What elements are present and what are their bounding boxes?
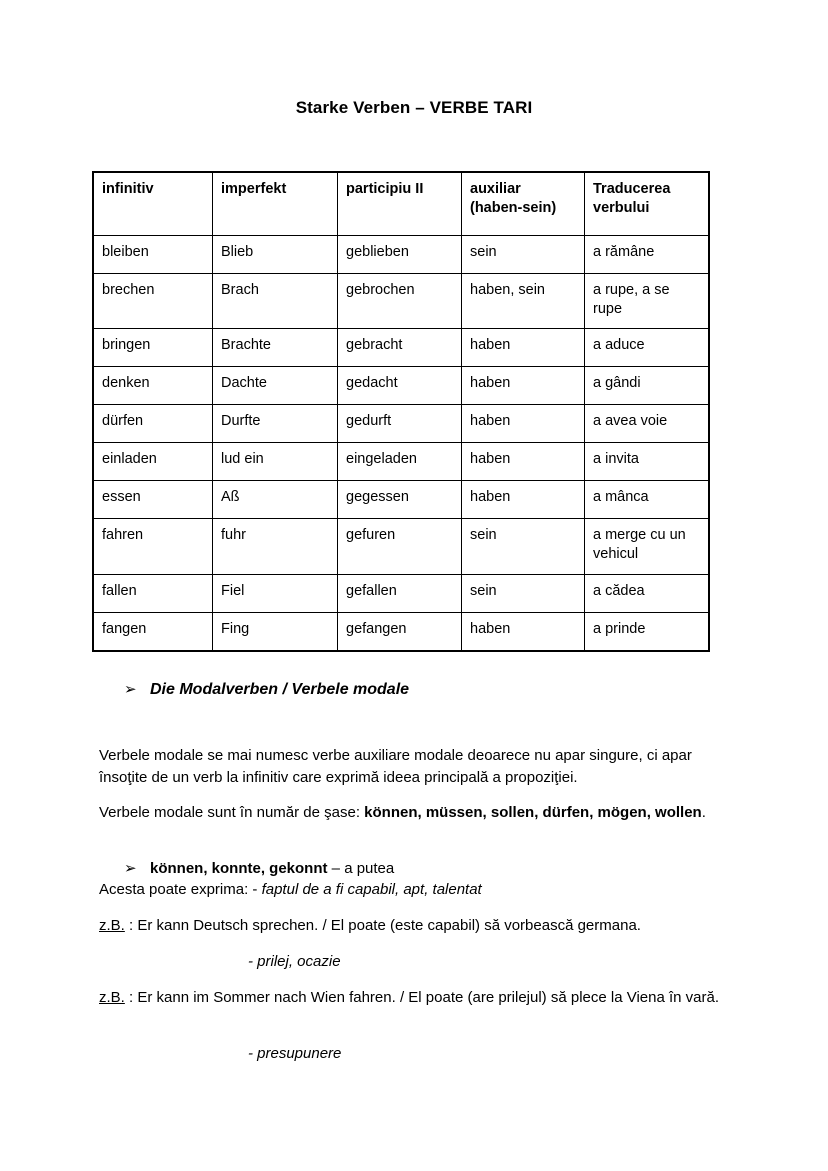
column-header-imperfekt: imperfekt [213,173,338,236]
cell-imperfekt: Fiel [213,574,338,612]
cell-traducere: a rupe, a se rupe [585,274,709,329]
strong-verbs-table [93,172,709,651]
cell-infinitiv: fangen [94,612,213,650]
paragraph-definition: Verbele modale se mai numesc verbe auxiliare modale deoarece nu apar singure, ci apar însoţite de un verb la infinitiv care exprimă ideea principală a propoziţiei. [99,747,692,786]
cell-traducere: a avea voie [585,405,709,443]
table-row [94,612,709,650]
table-row [94,274,709,329]
table-header-row [94,173,709,236]
example-sentence-1 [99,915,779,937]
cell-infinitiv: essen [94,481,213,519]
cell-traducere: a rămâne [585,236,709,274]
meaning-note-presupunere: - presupunere [248,1045,342,1062]
paragraph-modal-list [99,802,739,824]
cell-participiu: eingeladen [338,443,462,481]
konnen-translation: – a putea [327,860,395,877]
cell-traducere: a cădea [585,574,709,612]
acesta-italic: faptul de a fi capabil, apt, talentat [261,881,482,898]
table-row [94,405,709,443]
arrow-bullet-icon: ➢ [124,860,137,877]
cell-traducere: a gândi [585,367,709,405]
column-header-auxiliar [462,173,585,236]
cell-traducere: a merge cu un vehicul [585,519,709,574]
table-row [94,574,709,612]
cell-auxiliar: haben [462,443,585,481]
paragraph-modal-list-verbs: können, müssen, sollen, dürfen, mögen, wollen [364,804,702,821]
column-header-auxiliar-line1: auxiliar [470,181,521,197]
column-header-auxiliar-line2: (haben-sein) [470,200,557,217]
konnen-forms: können, konnte, gekonnt [150,860,328,877]
cell-participiu: gegessen [338,481,462,519]
table-row [94,519,709,574]
cell-auxiliar: haben, sein [462,274,585,329]
cell-participiu: gefangen [338,612,462,650]
cell-infinitiv: dürfen [94,405,213,443]
table-row [94,329,709,367]
paragraph-modal-list-lead: Verbele modale sunt în număr de şase: [99,804,365,821]
cell-imperfekt: Aß [213,481,338,519]
table-body [94,236,709,651]
cell-traducere: a invita [585,443,709,481]
cell-imperfekt: Brach [213,274,338,329]
example-text: : Er kann im Sommer nach Wien fahren. / El poate (are prilejul) să plece la Viena în vară. [124,989,720,1006]
cell-auxiliar: sein [462,236,585,274]
cell-traducere: a mânca [585,481,709,519]
modal-verbs-heading-text: Die Modalverben / Verbele modale [150,681,410,698]
example-label: z.B. [99,917,125,934]
column-header-traducere [585,173,709,236]
example-label: z.B. [99,989,125,1006]
meaning-note-prilej: - prilej, ocazie [248,953,341,970]
cell-participiu: gedacht [338,367,462,405]
arrow-bullet-icon: ➢ [124,681,137,698]
table-row [94,481,709,519]
page-title: Starke Verben – VERBE TARI [295,98,533,117]
cell-imperfekt: Durfte [213,405,338,443]
cell-imperfekt: lud ein [213,443,338,481]
cell-participiu: gebrochen [338,274,462,329]
example-sentence-2 [99,987,751,1009]
cell-participiu: geblieben [338,236,462,274]
acesta-lead: Acesta poate exprima: - [99,881,262,898]
cell-auxiliar: haben [462,367,585,405]
column-header-traducere-line1: Traducerea [593,181,671,197]
cell-imperfekt: Dachte [213,367,338,405]
table-row [94,367,709,405]
cell-auxiliar: sein [462,574,585,612]
cell-auxiliar: sein [462,519,585,574]
cell-imperfekt: Brachte [213,329,338,367]
table-row [94,443,709,481]
table-row [94,236,709,274]
cell-participiu: gefallen [338,574,462,612]
cell-imperfekt: fuhr [213,519,338,574]
example-text: : Er kann Deutsch sprechen. / El poate (este capabil) să vorbească germana. [124,917,641,934]
cell-auxiliar: haben [462,612,585,650]
cell-auxiliar: haben [462,481,585,519]
cell-auxiliar: haben [462,329,585,367]
column-header-participiu: participiu II [338,173,462,236]
acesta-line [99,879,759,901]
cell-traducere: a aduce [585,329,709,367]
cell-participiu: gefuren [338,519,462,574]
cell-traducere: a prinde [585,612,709,650]
cell-auxiliar: haben [462,405,585,443]
modal-verbs-heading [124,678,409,701]
cell-participiu: gebracht [338,329,462,367]
konnen-bullet [124,858,394,880]
cell-infinitiv: fallen [94,574,213,612]
cell-infinitiv: bringen [94,329,213,367]
cell-participiu: gedurft [338,405,462,443]
cell-imperfekt: Fing [213,612,338,650]
cell-imperfekt: Blieb [213,236,338,274]
column-header-traducere-line2: verbului [593,200,650,217]
cell-infinitiv: fahren [94,519,213,574]
column-header-infinitiv: infinitiv [94,173,213,236]
cell-infinitiv: denken [94,367,213,405]
paragraph-modal-list-period: . [701,804,706,821]
cell-infinitiv: brechen [94,274,213,329]
cell-infinitiv: bleiben [94,236,213,274]
cell-infinitiv: einladen [94,443,213,481]
